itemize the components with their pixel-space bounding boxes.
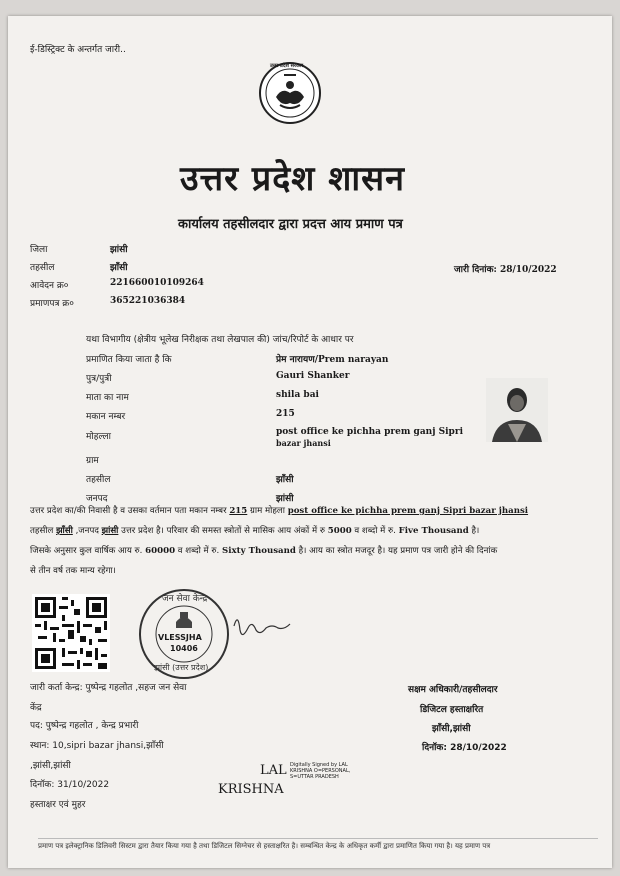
field-value-tehsil: झाँसी bbox=[110, 263, 128, 273]
field-value-certificate-no: 365221036384 bbox=[110, 296, 186, 306]
field-label-certificate-no: प्रमाणपत्र क्र० bbox=[30, 299, 74, 309]
detail-value-name: प्रेम नारायण/Prem narayan bbox=[276, 355, 389, 365]
issuer-line-4: स्थान: 10,sipri bazar jhansi,झाँसी bbox=[30, 741, 164, 751]
officer-place: झाँसी,झांसी bbox=[432, 724, 471, 734]
issuer-line-2: केंद्र bbox=[30, 703, 42, 713]
field-value-district: झांसी bbox=[110, 245, 128, 255]
digital-sig-name-2: KRISHNA bbox=[218, 782, 284, 797]
field-label-district: जिला bbox=[30, 245, 48, 255]
officer-date: दिनॉक: 28/10/2022 bbox=[422, 743, 507, 753]
handwritten-signature-icon bbox=[226, 606, 296, 646]
up-govt-emblem-icon bbox=[258, 61, 322, 125]
body-line-1: उत्तर प्रदेश का/की निवासी है व उसका वर्तमान पता मकान नम्बर 215 ग्राम मोहला post office ke pichha prem ganj Sipri bazar jhansi bbox=[30, 506, 529, 516]
person-photo-icon bbox=[486, 378, 548, 442]
stamp-id: VLESSJHA bbox=[158, 633, 202, 642]
emblem-text: उत्तर प्रदेश सरकार bbox=[270, 63, 304, 69]
footer-note: प्रमाण पत्र इलेक्ट्रानिक डिलिवरी सिस्टम द्वारा तैयार किया गया है तथा डिजिटल सिग्नेचर से हस्ताक्षरित है। सम्बन्धित केन्द्र के अधिकृत कर्मी द्वारा प्रमाणित किया गया है। यह प्रमाण पत्र bbox=[38, 838, 598, 853]
detail-label-certified: प्रमाणित किया जाता है कि bbox=[86, 355, 172, 365]
header-note: ई-डिस्ट्रिक्ट के अन्तर्गत जारी.. bbox=[30, 45, 126, 55]
certificate-page bbox=[8, 16, 612, 868]
officer-title: सक्षम अधिकारी/तहसीलदार bbox=[408, 685, 498, 695]
detail-label-district2: जनपद bbox=[86, 494, 108, 504]
stamp-bottom-text: झांसी (उत्तर प्रदेश) bbox=[154, 663, 209, 672]
detail-label-mother: माता का नाम bbox=[86, 393, 129, 403]
field-label-tehsil: तहसील bbox=[30, 263, 55, 273]
detail-value-locality-2: bazar jhansi bbox=[276, 438, 331, 448]
digital-sig-details: Digitally Signed by LAL KRISHNA O=PERSONAL, S=UTTAR PRADESH bbox=[290, 762, 351, 780]
issuer-date: दिनॉक: 31/10/2022 bbox=[30, 780, 110, 790]
detail-value-mother: shila bai bbox=[276, 390, 319, 400]
detail-value-father: Gauri Shanker bbox=[276, 371, 350, 381]
intro-line: यथा विभागीय (क्षेत्रीय भूलेख निरीक्षक तथा लेखपाल की) जांच/रिपोर्ट के आधार पर bbox=[86, 335, 354, 345]
detail-value-district2: झांसी bbox=[276, 494, 294, 504]
detail-label-locality: मोहल्ला bbox=[86, 432, 111, 442]
detail-value-tehsil2: झाँसी bbox=[276, 475, 294, 485]
body-line-4: से तीन वर्ष तक मान्य रहेगा। bbox=[30, 566, 116, 576]
body-line-2: तहसील झाँसी ,जनपद झांसी उत्तर प्रदेश है। परिवार की समस्त स्त्रोतों से मासिक आय अंकों में रु 5000 व शब्दो में रु. Five Thousand है। bbox=[30, 526, 480, 536]
stamp-top-text: जन सेवा केन्द्र bbox=[162, 594, 208, 604]
issuer-line-5: ,झांसी,झांसी bbox=[30, 761, 71, 771]
detail-value-locality: post office ke pichha prem ganj Sipri bbox=[276, 427, 463, 437]
page-title: उत्तर प्रदेश शासन bbox=[180, 159, 406, 199]
officer-digital-sign: डिजिटल हस्ताक्षरित bbox=[420, 705, 484, 715]
detail-label-father: पुत्र/पुत्री bbox=[86, 374, 112, 384]
body-line-3: जिसके अनुसार कुल वार्षिक आय रु. 60000 व शब्दो में रु. Sixty Thousand है। आय का स्त्रोत मजदूर है। यह प्रमाण पत्र जारी होने की दिनांक bbox=[30, 546, 498, 556]
detail-label-tehsil2: तहसील bbox=[86, 475, 111, 485]
detail-value-house: 215 bbox=[276, 409, 295, 419]
issue-date: जारी दिनांक: 28/10/2022 bbox=[454, 265, 557, 275]
stamp-code: 10406 bbox=[170, 644, 198, 653]
issuer-line-3: पद: पुष्पेन्द्र गहलोत , केन्द्र प्रभारी bbox=[30, 721, 139, 731]
detail-label-village: ग्राम bbox=[86, 456, 99, 466]
digital-sig-name-1: LAL bbox=[260, 763, 287, 778]
issuer-line-1: जारी कर्ता केन्द्र: पुष्पेन्द्र गहलोत ,सहज जन सेवा bbox=[30, 683, 187, 693]
issuer-signature-label: हस्ताक्षर एवं मुहर bbox=[30, 800, 86, 810]
detail-label-house: मकान नम्बर bbox=[86, 412, 126, 422]
applicant-photo bbox=[486, 378, 548, 442]
field-label-application-no: आवेदन क्र० bbox=[30, 281, 69, 291]
field-value-application-no: 221660010109264 bbox=[110, 278, 204, 288]
page-subtitle: कार्यालय तहसीलदार द्वारा प्रदत्त आय प्रमाण पत्र bbox=[178, 217, 403, 232]
qr-code-icon bbox=[32, 594, 110, 672]
